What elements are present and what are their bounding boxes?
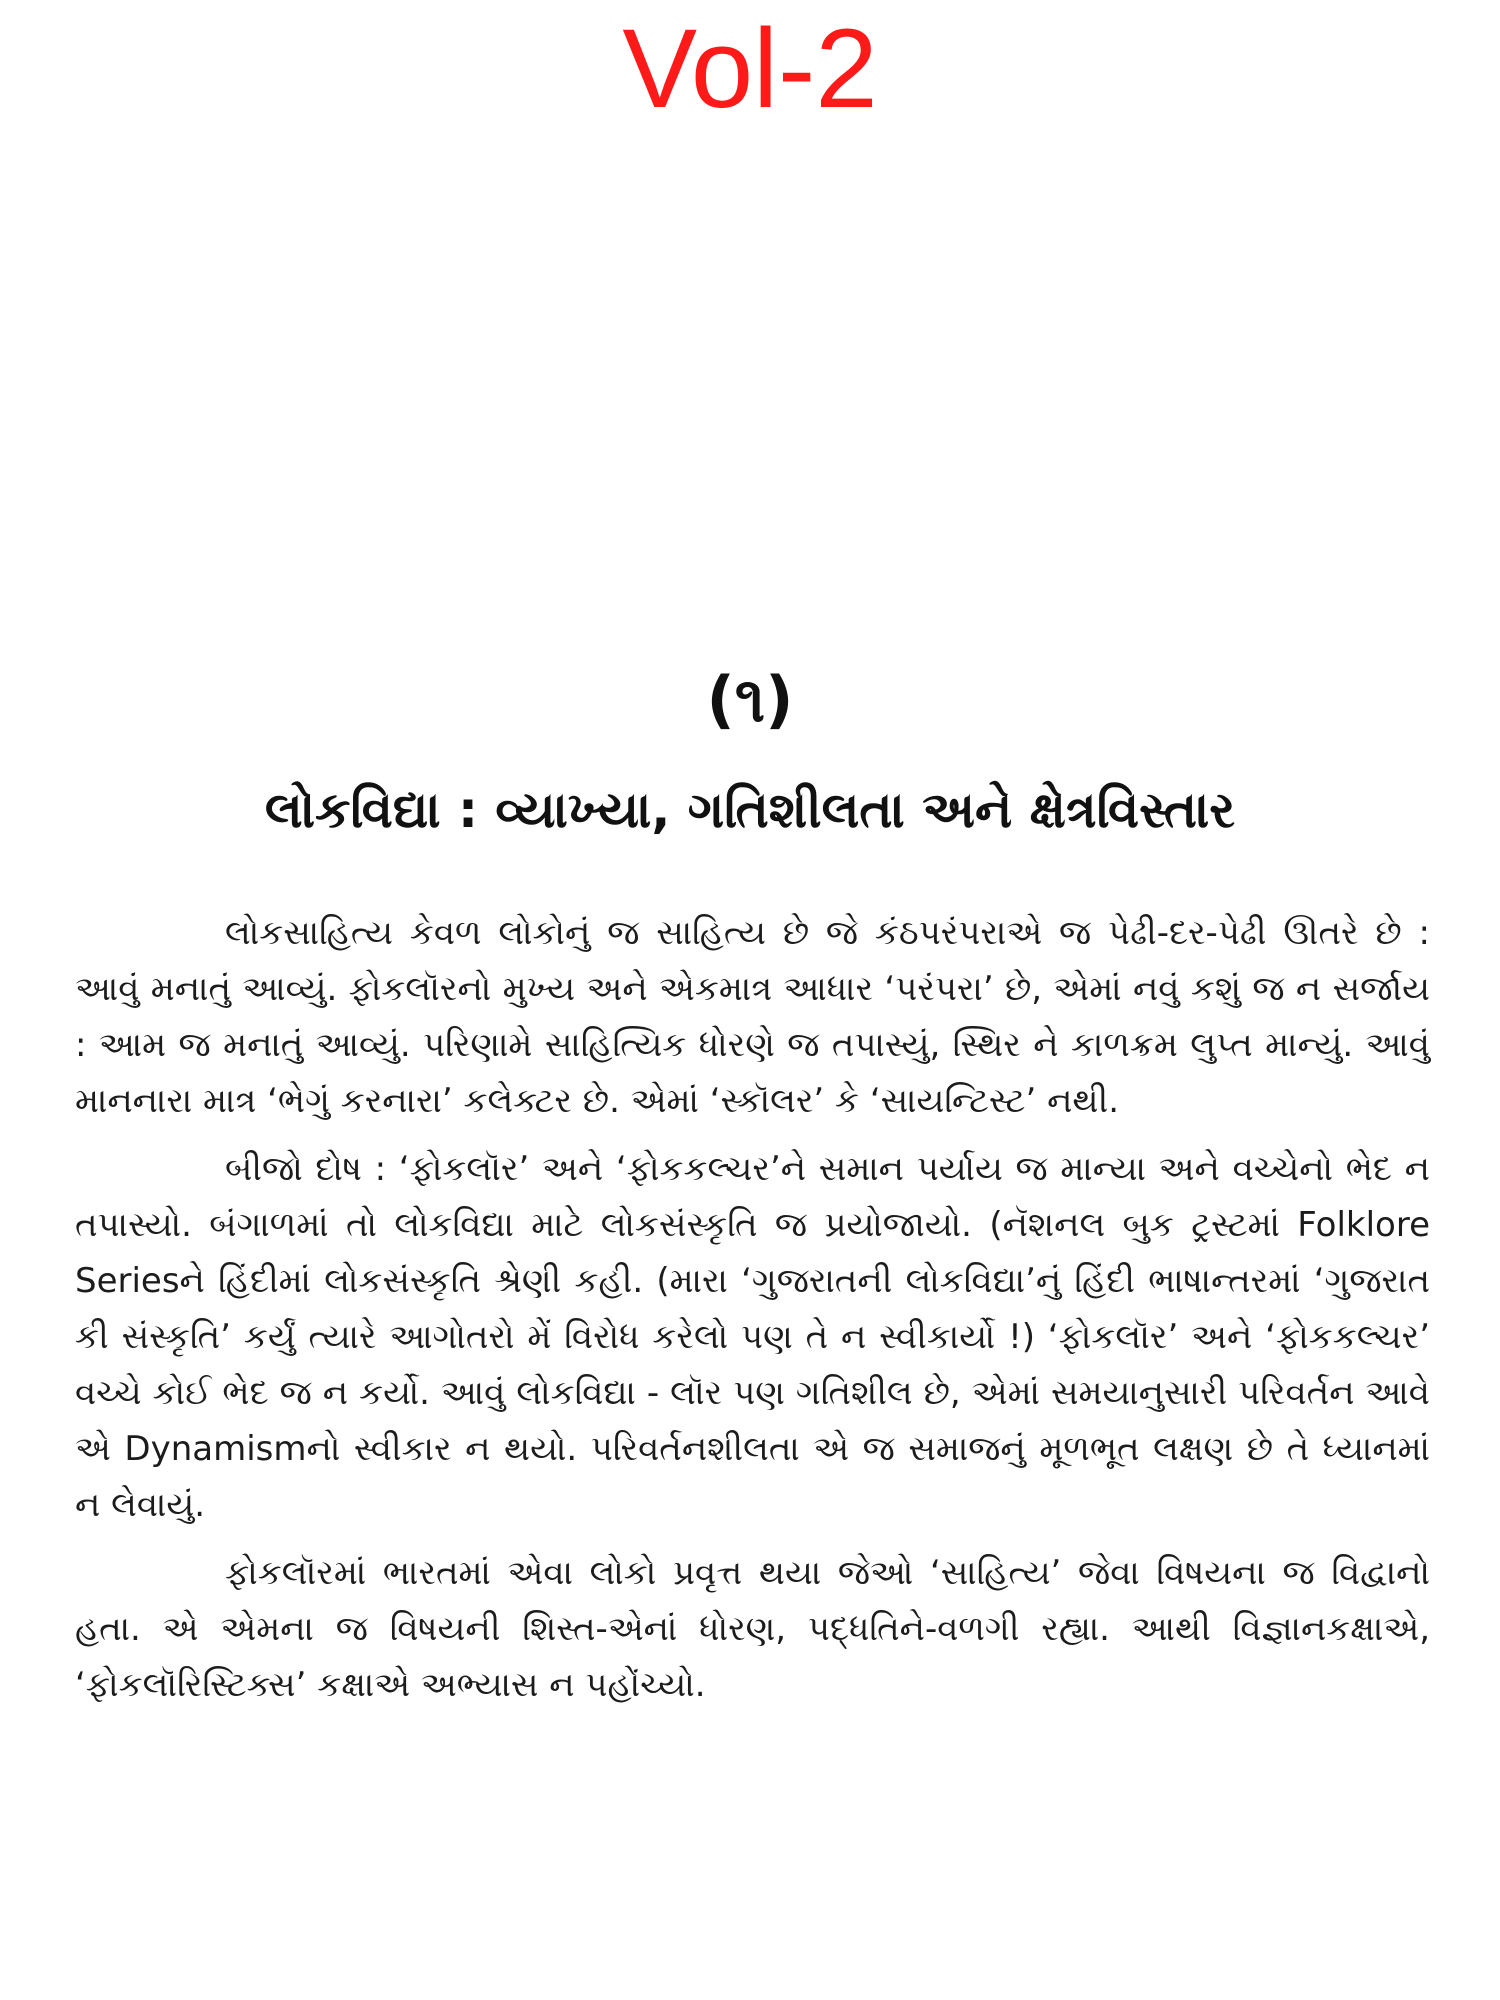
paragraph-3: ફોકલૉરમાં ભારતમાં એવા લોકો પ્રવૃત્ત થયા જેઓ ‘સાહિત્ય’ જેવા વિષયના જ વિદ્વાનો હતા. એ એમના જ વિષયની શિસ્ત-એનાં ધોરણ, પદ્ધતિને-વળગી રહ્યા. આથી વિજ્ઞાનકક્ષાએ, ‘ફોકલૉરિસ્ટિક્સ’ કક્ષાએ અભ્યાસ ન પહોંચ્યો. [75,1553,1430,1705]
volume-label: Vol-2 [622,6,878,131]
paragraph-1: લોકસાહિત્ય કેવળ લોકોનું જ સાહિત્ય છે જે કંઠપરંપરાએ જ પેઢી-દર-પેઢી ઊતરે છે : આવું મનાતું આવ્યું. ફોકલૉરનો મુખ્ય અને એકમાત્ર આધાર ‘પરંપરા’ છે, એમાં નવું કશું જ ન સર્જાય : આમ જ મનાતું આવ્યું. પરિણામે સાહિત્યિક ધોરણે જ તપાસ્યું, સ્થિર ને કાળક્રમ લુપ્ત માન્યું. આવું માનનારા માત્ર ‘ભેગું કરનારા’ કલેક્ટર છે. એમાં ‘સ્કૉલર’ કે ‘સાયન્ટિસ્ટ’ નથી. [75,913,1430,1121]
chapter-number: (૧) [706,663,794,736]
body-text [75,905,1430,1725]
chapter-title: લોકવિદ્યા : વ્યાખ્યા, ગતિશીલતા અને ક્ષેત્રવિસ્તાર [264,781,1236,839]
paragraph-2: બીજો દોષ : ‘ફોકલૉર’ અને ‘ફોકકલ્ચર’ને સમાન પર્યાય જ માન્યા અને વચ્ચેનો ભેદ ન તપાસ્યો. બંગાળમાં તો લોકવિદ્યા માટે લોકસંસ્કૃતિ જ પ્રયોજાયો. (નૅશનલ બુક ટ્રસ્ટમાં Folklore Seriesને હિંદીમાં લોકસંસ્કૃતિ શ્રેણી કહી. (મારા ‘ગુજરાતની લોકવિદ્યા’નું હિંદી ભાષાન્તરમાં ‘ગુજરાત કી સંસ્કૃતિ’ કર્યું ત્યારે આગોતરો મેં વિરોધ કરેલો પણ તે ન સ્વીકાર્યો !) ‘ફોકલૉર’ અને ‘ફોકકલ્ચર’ વચ્ચે કોઈ ભેદ જ ન કર્યો. આવું લોકવિદ્યા - લૉર પણ ગતિશીલ છે, એમાં સમયાનુસારી પરિવર્તન આવે એ Dynamismનો સ્વીકાર ન થયો. પરિવર્તનશીલતા એ જ સમાજનું મૂળભૂત લક્ષણ છે તે ધ્યાનમાં ન લેવાયું. [75,1149,1430,1525]
